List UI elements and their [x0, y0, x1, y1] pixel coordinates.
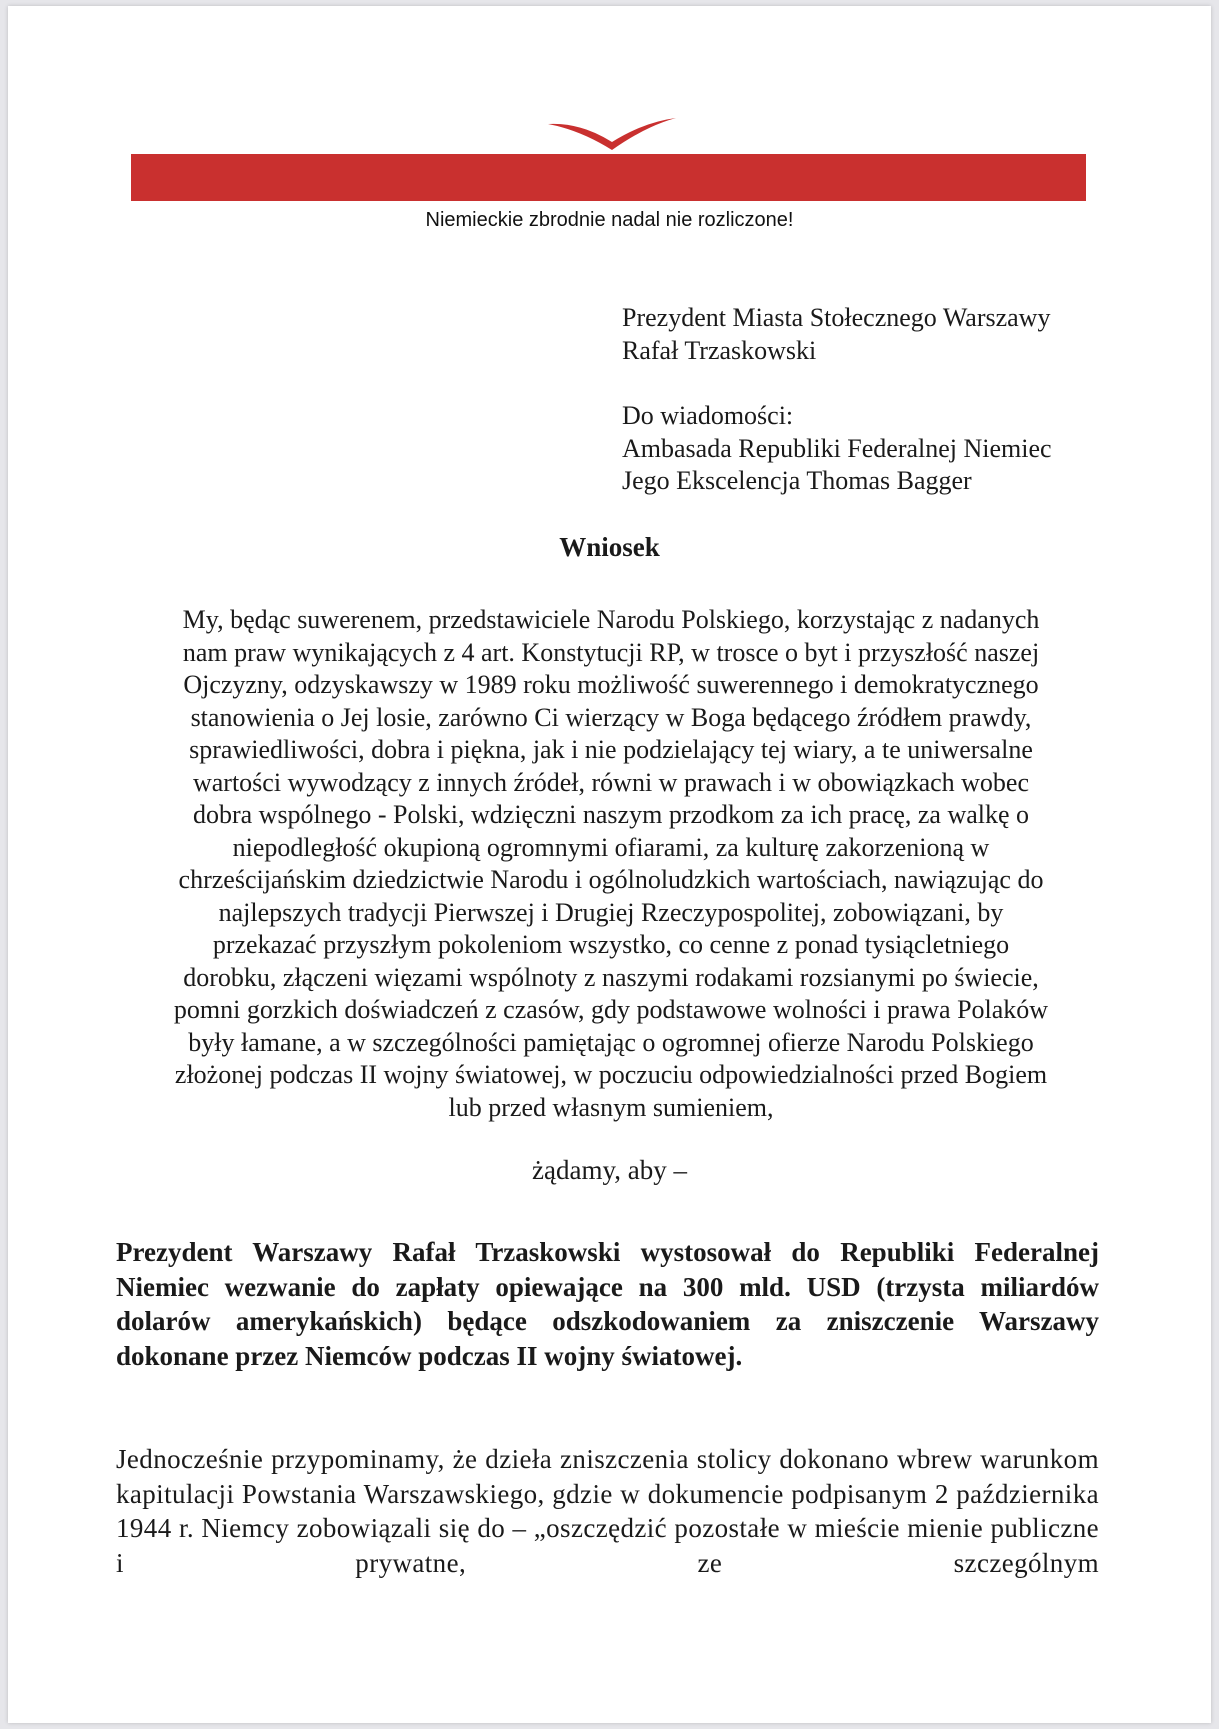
recipient-name: Rafał Trzaskowski — [622, 335, 817, 365]
header-red-bar — [131, 154, 1086, 201]
preamble-line: wartości wywodzący z innych źródeł, równi w prawach i w obowiązkach wobec — [192, 767, 1030, 797]
request-paragraph: Prezydent Warszawy Rafał Trzaskowski wystosował do Republiki Federalnej Niemiec wezwanie do zapłaty opiewające na 300 mld. USD (trzysta miliardów dolarów amerykańskich) będące odszkodowaniem za zniszczenie Warszawy dokonane przez Niemców podczas II wojny światowej. — [116, 1237, 1099, 1371]
recipients-spacer — [622, 367, 1052, 400]
preamble-line: My, będąc suwerenem, przedstawiciele Narodu Polskiego, korzystając z nadanych — [182, 605, 1040, 634]
cc-embassy: Ambasada Republiki Federalnej Niemiec — [622, 433, 1052, 463]
preamble-line: dobra wspólnego - Polski, wdzięczni naszym przodkom za ich pracę, za walkę o — [192, 800, 1030, 829]
eagle-wing-icon — [546, 116, 678, 156]
cc-label: Do wiadomości: — [622, 401, 794, 430]
preamble-line: lub przed własnym sumieniem, — [448, 1092, 774, 1122]
preamble-line: były łamane, a w szczególności pamiętając o ogromnej ofierze Narodu Polskiego — [188, 1027, 1034, 1057]
header-slogan: Niemieckie zbrodnie nadal nie rozliczone! — [425, 209, 794, 231]
recipient-title: Prezydent Miasta Stołecznego Warszawy — [622, 303, 1051, 332]
document-page — [8, 6, 1211, 1723]
preamble-line: nam praw wynikających z 4 art. Konstytucji RP, w trosce o byt i przyszłość naszej — [182, 637, 1040, 667]
preamble-paragraph — [126, 604, 1096, 1124]
preamble-line: przekazać przyszłym pokoleniom wszystko, co cenne z ponad tysiącletniego — [212, 930, 1010, 959]
preamble-line: złożonej podczas II wojny światowej, w poczuciu odpowiedzialności przed Bogiem — [174, 1060, 1048, 1089]
recipients-block — [622, 302, 1052, 498]
preamble-line: chrześcijańskim dziedzictwie Narodu i ogólnoludzkich wartościach, nawiązując do — [178, 865, 1044, 894]
closing-paragraph: Jednocześnie przypominamy, że dzieła zniszczenia stolicy dokonano wbrew warunkom kapitulacji Powstania Warszawskiego, gdzie w dokumencie podpisanym 2 października 1944 r. Niemcy zobowiązali się do – „oszczędzić pozostałe w mieście mienie publiczne i prywatne, ze szczególnym — [116, 1444, 1099, 1578]
preamble-line: najlepszych tradycji Pierwszej i Drugiej Rzeczypospolitej, zobowiązani, by — [218, 897, 1004, 927]
demand-line: żądamy, aby – — [532, 1155, 687, 1185]
preamble-line: dorobku, złączeni więzami wspólnoty z naszymi rodakami rozsianymi po świecie, — [183, 962, 1039, 992]
preamble-line: stanowienia o Jej losie, zarówno Ci wierzący w Boga będącego źródłem prawdy, — [190, 702, 1032, 732]
preamble-line: sprawiedliwości, dobra i piękna, jak i nie podzielający tej wiary, a te uniwersalne — [189, 735, 1033, 764]
preamble-line: pomni gorzkich doświadczeń z czasów, gdy podstawowe wolności i prawa Polaków — [173, 995, 1049, 1024]
preamble-line: Ojczyzny, odzyskawszy w 1989 roku możliwość suwerennego i demokratycznego — [183, 670, 1039, 699]
document-title: Wniosek — [559, 532, 660, 562]
cc-ambassador: Jego Ekscelencja Thomas Bagger — [622, 466, 972, 495]
preamble-line: niepodległość okupioną ogromnymi ofiarami, za kulturę zakorzenioną w — [232, 832, 990, 862]
